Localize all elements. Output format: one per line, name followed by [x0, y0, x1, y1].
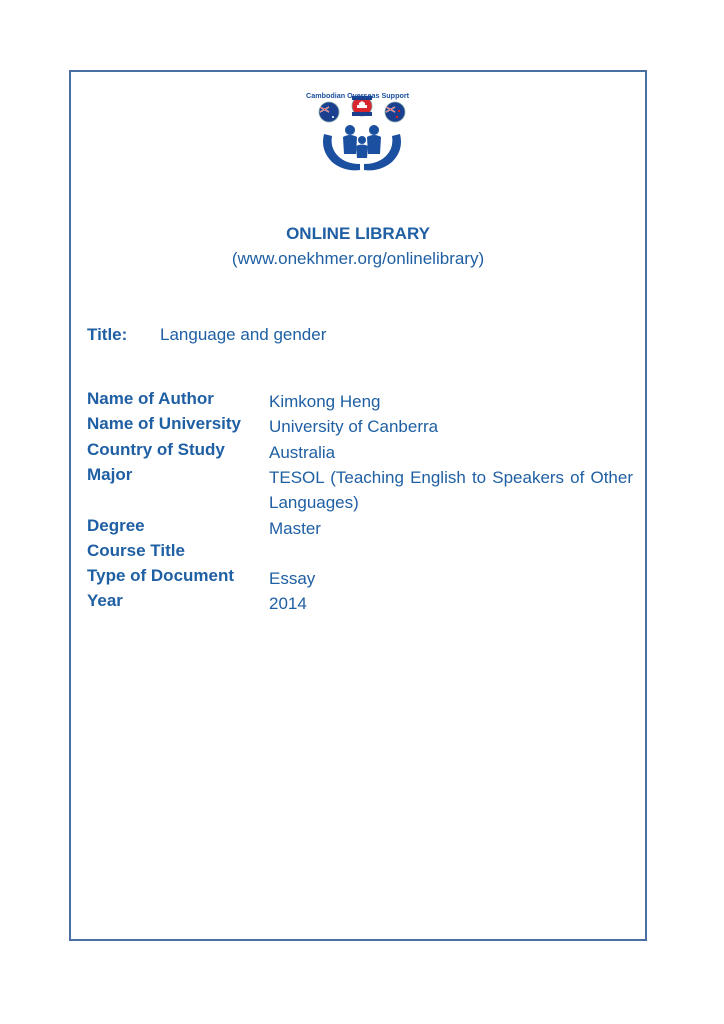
field-label: Type of Document [87, 566, 235, 585]
field-label: Degree [87, 516, 145, 535]
field-label: Course Title [87, 541, 185, 560]
new-zealand-flag-icon [385, 102, 405, 122]
logo-arc-text: Cambodian Overseas Support [306, 91, 410, 100]
field-value: Master [269, 519, 321, 538]
australia-flag-icon [319, 102, 339, 122]
library-title: ONLINE LIBRARY [286, 224, 430, 243]
field-label: Year [87, 591, 123, 610]
family-icon [343, 125, 381, 158]
field-label: Major [87, 465, 133, 484]
document-title-value: Language and gender [160, 325, 327, 344]
field-value: TESOL (Teaching English to Speakers of Other Languages) [269, 468, 633, 512]
library-url: (www.onekhmer.org/onlinelibrary) [231, 249, 485, 268]
field-value: Kimkong Heng [269, 392, 381, 411]
field-value: 2014 [269, 594, 307, 613]
field-label: Name of University [87, 414, 241, 433]
document-title-label: Title: [87, 325, 128, 344]
cambodian-overseas-support-logo [306, 91, 418, 202]
field-value: Essay [269, 569, 316, 588]
field-value: University of Canberra [269, 417, 439, 436]
field-value: Australia [269, 443, 336, 462]
field-label: Name of Author [87, 389, 214, 408]
field-label: Country of Study [87, 440, 225, 459]
